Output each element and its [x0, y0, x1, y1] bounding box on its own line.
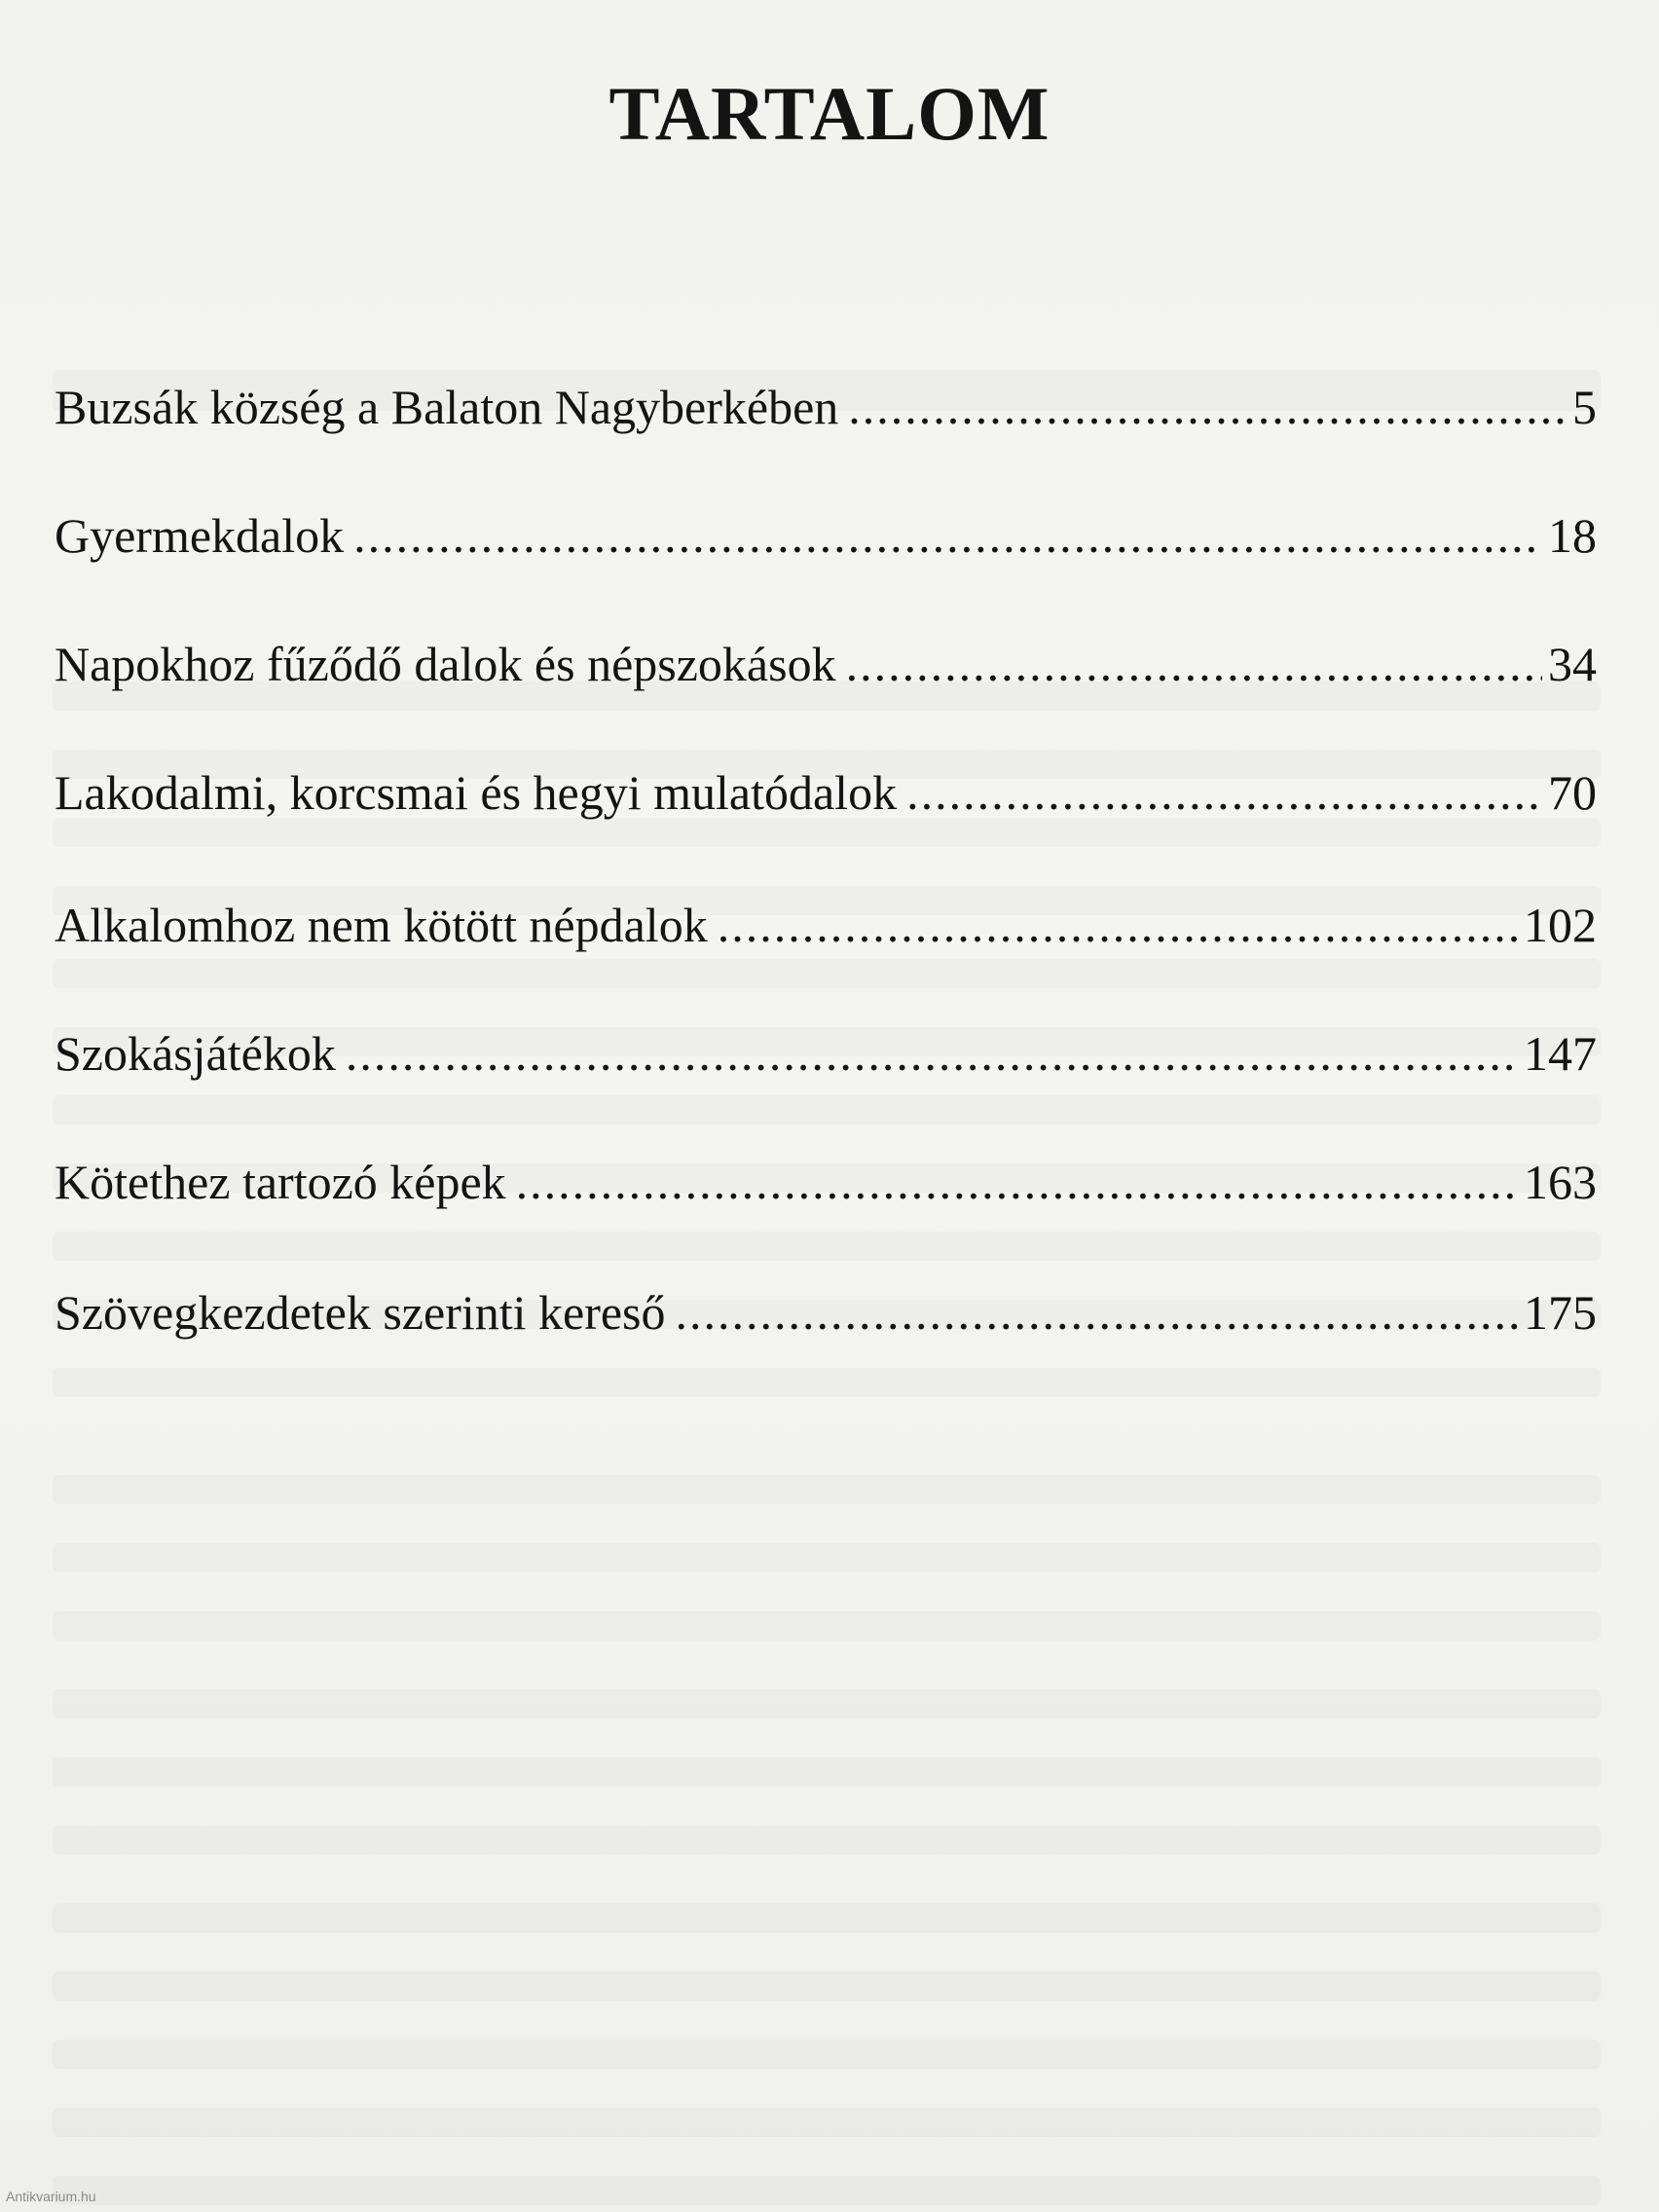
dot-leader	[346, 1022, 1518, 1085]
toc-entry	[55, 376, 1597, 438]
dot-leader	[676, 1281, 1518, 1344]
toc-entry-page-number: 18	[1548, 508, 1597, 563]
toc-entry	[55, 1281, 1597, 1344]
toc-entry	[55, 1022, 1597, 1085]
toc-entry-page-number: 175	[1524, 1285, 1597, 1340]
toc-entry	[55, 1151, 1597, 1213]
toc-entry-title: Kötethez tartozó képek	[55, 1155, 506, 1209]
toc-entry-page-number: 34	[1548, 637, 1597, 691]
toc-entry	[55, 761, 1597, 824]
toc-entry-title: Buzsák község a Balaton Nagyberkében	[55, 380, 839, 434]
page-title: TARTALOM	[608, 71, 1051, 156]
toc-entry	[55, 894, 1597, 956]
toc-entry-page-number: 5	[1572, 380, 1597, 434]
dot-leader	[516, 1151, 1518, 1213]
toc-entry-page-number: 147	[1524, 1026, 1597, 1081]
toc-entry-title: Lakodalmi, korcsmai és hegyi mulatódalok	[55, 765, 898, 820]
toc-entry-title: Szokásjátékok	[55, 1026, 336, 1081]
toc-entry-title: Gyermekdalok	[55, 508, 345, 563]
toc-entry	[55, 633, 1597, 695]
dot-leader	[906, 761, 1542, 824]
toc-entry-page-number: 163	[1524, 1155, 1597, 1209]
toc-entry-title: Napokhoz fűződő dalok és népszokások	[55, 637, 836, 691]
toc-entry-page-number: 102	[1524, 898, 1597, 952]
dot-leader	[848, 376, 1567, 438]
toc-entry-title: Alkalomhoz nem kötött népdalok	[55, 898, 708, 952]
toc-entry	[55, 504, 1597, 567]
dot-leader	[846, 633, 1542, 695]
watermark: Antikvarium.hu	[6, 2189, 96, 2204]
dot-leader	[718, 894, 1518, 956]
dot-leader	[353, 504, 1542, 567]
toc-entry-title: Szövegkezdetek szerinti kereső	[55, 1285, 666, 1340]
toc-entry-page-number: 70	[1548, 765, 1597, 820]
